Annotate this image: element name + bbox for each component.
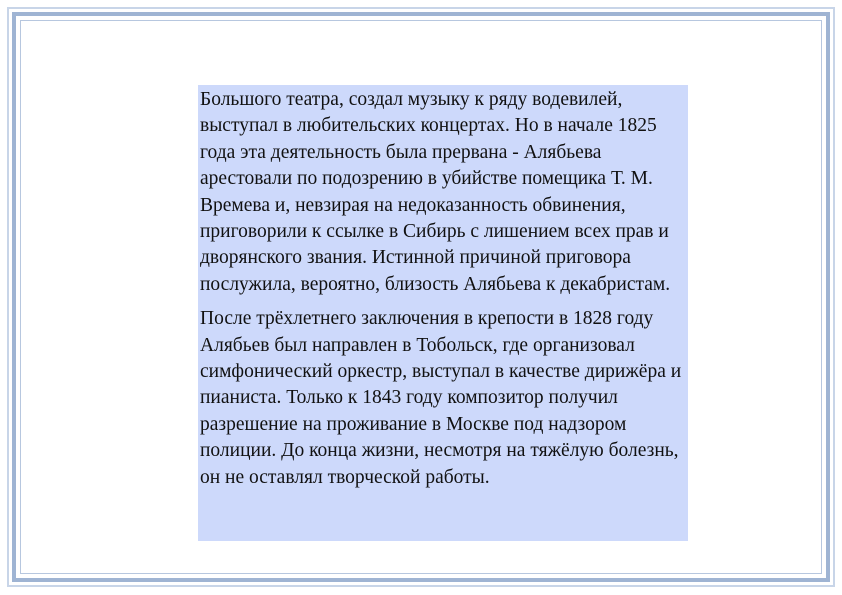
paragraph-1: Большого театра, создал музыку к ряду водевилей, выступал в любительских концертах. Но в начале 1825 года эта деятельность была прервана - Алябьева арестовали по подозрению в убийстве помещика Т. М. Времева и, невзирая на недоказанность обвинения, приговорили к ссылке в Сибирь с лишением всех прав и дворянского звания. Истинной причиной приговора послужила, вероятно, близость Алябьева к декабристам. xyxy=(200,89,671,295)
text-box xyxy=(198,85,688,541)
paragraph-2: После трёхлетнего заключения в крепости в 1828 году Алябьев был направлен в Тобольск, где организовал симфонический оркестр, выступал в качестве дирижёра и пианиста. Только к 1843 году композитор получил разрешение на проживание в Москве под надзором полиции. До конца жизни, несмотря на тяжёлую болезнь, он не оставлял творческой работы. xyxy=(200,308,682,488)
